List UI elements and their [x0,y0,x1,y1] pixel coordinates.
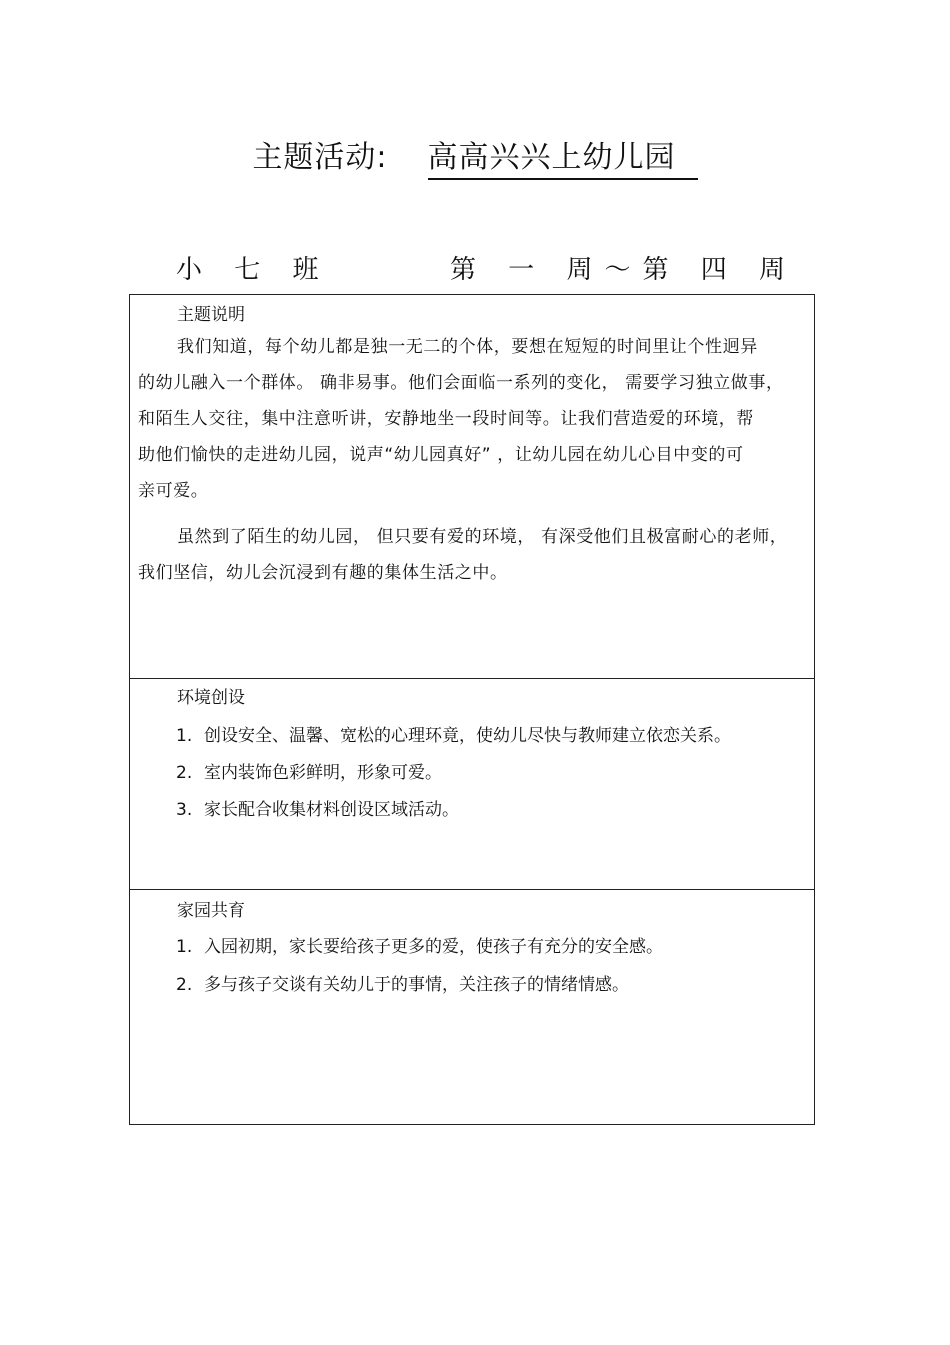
text-line: 亲可爱。 [138,481,209,501]
section-heading: 家园共育 [177,901,245,921]
item-text: 室内装饰色彩鲜明，形象可爱。 [204,763,442,783]
item-number: 1. [176,726,193,746]
item-text: 家长配合收集材料创设区域活动。 [204,800,459,820]
paragraph [138,329,802,509]
text-line: 我们坚信，幼儿会沉浸到有趣的集体生活之中。 [138,563,508,583]
section-heading: 环境创设 [177,688,245,708]
week-range: 第 一 周～第 四 周 [450,255,798,285]
paragraph [138,519,802,591]
list-item [176,761,442,785]
item-number: 1. [176,937,193,957]
class-name: 小 七 班 [176,255,331,285]
environment-section [129,678,815,890]
text-line: 虽然到了陌生的幼儿园， 但只要有爱的环境， 有深受他们且极富耐心的老师， [177,527,788,547]
text-line: 助他们愉快的走进幼儿园，说声“幼儿园真好” ，让幼儿园在幼儿心目中变的可 [138,445,744,465]
text-line: 的幼儿融入一个群体。 确非易事。他们会面临一系列的变化， 需要学习独立做事， [138,373,784,393]
item-number: 2. [176,763,193,783]
theme-description-section [129,294,815,679]
list-item [176,935,663,959]
item-text: 多与孩子交谈有关幼儿于的事情，关注孩子的情绪情感。 [204,975,629,995]
theme-name: 高高兴兴上幼儿园 [428,138,698,180]
list-item [176,973,629,997]
item-text: 创设安全、温馨、宽松的心理环竟，使幼儿尽快与教师建立依恋关系。 [204,726,731,746]
section-heading: 主题说明 [177,305,245,325]
home-school-section [129,889,815,1125]
text-line: 我们知道，每个幼儿都是独一无二的个体，要想在短短的时间里让个性迥异 [177,337,758,357]
list-item [176,798,459,822]
item-number: 2. [176,975,193,995]
page-title [0,136,950,180]
list-item [176,724,731,748]
item-number: 3. [176,800,193,820]
title-label: 主题活动: [252,140,388,175]
item-text: 入园初期，家长要给孩子更多的爱，使孩子有充分的安全感。 [204,937,663,957]
text-line: 和陌生人交往，集中注意听讲，安静地坐一段时间等。让我们营造爱的环境，帮 [138,409,754,429]
